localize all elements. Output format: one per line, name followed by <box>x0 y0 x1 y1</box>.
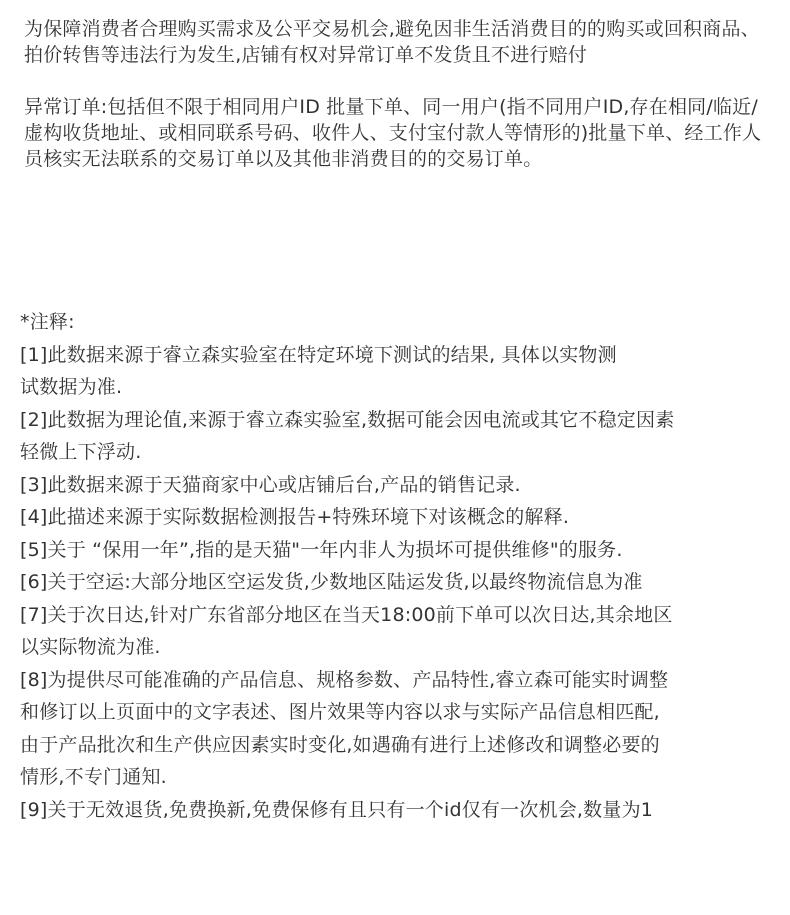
note-line-8-cont-a: 和修订以上页面中的文字表述、图片效果等内容以求与实际产品信息相匹配, <box>20 701 660 723</box>
note-line-5: [5]关于 “保用一年”,指的是天猫"一年内非人为损坏可提供维修"的服务. <box>20 538 623 561</box>
notes-section <box>20 306 782 826</box>
note-line-1-cont: 试数据为准. <box>20 376 123 398</box>
note-line-6: [6]关于空运:大部分地区空运发货,少数地区陆运发货,以最终物流信息为准 <box>20 571 643 593</box>
note-line-8: [8]为提供尽可能准确的产品信息、规格参数、产品特性,睿立森可能实时调整 <box>20 668 669 691</box>
note-line-8-cont-b: 由于产品批次和生产供应因素实时变化,如遇确有进行上述修改和调整必要的 <box>20 733 660 756</box>
note-line-1: [1]此数据来源于睿立森实验室在特定环境下测试的结果, 具体以实物测 <box>20 343 617 366</box>
note-line-9: [9]关于无效退货,免费换新,免费保修有且只有一个id仅有一次机会,数量为1 <box>20 798 654 821</box>
note-line-8-cont-c: 情形,不专门通知. <box>20 766 167 788</box>
note-line-7-cont: 以实际物流为准. <box>20 636 161 658</box>
note-line-2-cont: 轻微上下浮动. <box>20 441 142 463</box>
policy-paragraph-purchase-limit: 为保障消费者合理购买需求及公平交易机会,避免因非生活消费目的的购买或回积商品、拍价转售等违法行为发生,店铺有权对异常订单不发货且不进行赔付 <box>24 18 760 66</box>
order-policy-section <box>24 16 776 172</box>
note-line-3: [3]此数据来源于天猫商家中心或店铺后台,产品的销售记录. <box>20 473 521 496</box>
notes-heading: *注释: <box>20 311 75 333</box>
note-line-4: [4]此描述来源于实际数据检测报告+特殊环境下对该概念的解释. <box>20 506 570 528</box>
note-line-2: [2]此数据为理论值,来源于睿立森实验室,数据可能会因电流或其它不稳定因素 <box>20 408 675 431</box>
note-line-7: [7]关于次日达,针对广东省部分地区在当天18:00前下单可以次日达,其余地区 <box>20 603 673 626</box>
policy-paragraph-abnormal-orders: 异常订单:包括但不限于相同用户ID 批量下单、同一用户(指不同用户ID,存在相同/临近/虚构收货地址、或相同联系号码、收件人、支付宝付款人等情形的)批量下单、经工作人员核实无法联系的交易订单以及其他非消费目的的交易订单。 <box>24 96 762 170</box>
